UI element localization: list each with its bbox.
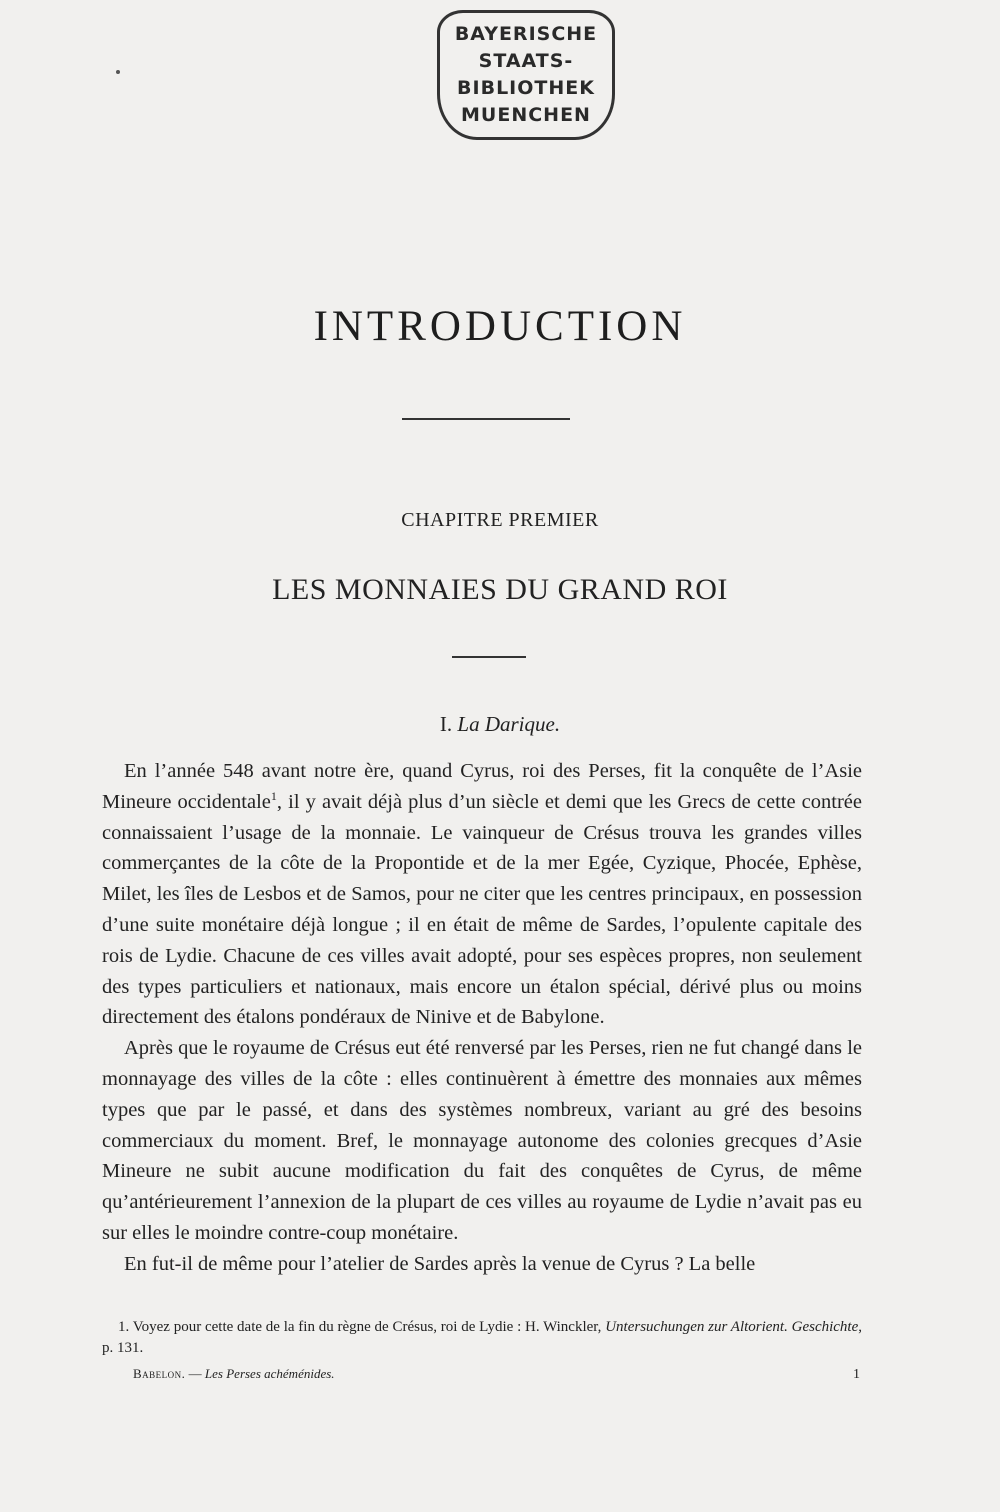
running-footer (133, 1366, 335, 1382)
title-divider (402, 418, 570, 420)
paragraph-1-part-b: , il y avait déjà plus d’un siècle et demi que les Grecs de cette contrée connaissaient l’usage de la monnaie. Le vainqueur de Crésus trouva les grandes villes commerçantes de la côte de la Propontide et de la mer Egée, Cyzique, Phocée, Ephèse, Milet, les îles de Lesbos et de Samos, pour ne citer que les centres principaux, en possession d’une suite monétaire déjà longue ; il en était de même de Sardes, l’opulente capitale des rois de Lydie. Chacune de ces villes avait adopté, pour ses espèces propres, non seulement des types particuliers et nationaux, mais encore un étalon spécial, dérivé plus ou moins directement des étalons pondéraux de Ninive et de Babylone. (102, 790, 862, 1029)
footnote (102, 1317, 862, 1359)
page-title: INTRODUCTION (313, 303, 687, 350)
library-stamp (437, 10, 615, 140)
section-title: La Darique. (457, 712, 561, 736)
footer-author: Babelon. (133, 1366, 186, 1381)
stamp-line-4: MUENCHEN (461, 104, 591, 126)
footnote-text: 1. Voyez pour cette date de la fin du règne de Crésus, roi de Lydie : H. Winckler, (118, 1319, 606, 1335)
footer-work: Les Perses achéménides. (204, 1366, 335, 1381)
signature-mark: 1 (853, 1367, 860, 1382)
footnote-tail: , p. 131. (102, 1319, 863, 1356)
paragraph-3: En fut-il de même pour l’atelier de Sardes après la venue de Cyrus ? La belle (124, 1252, 756, 1275)
footnote-ref: 1 (270, 788, 277, 803)
stamp-line-2: STAATS- (478, 50, 574, 72)
section-number: I. (439, 712, 453, 736)
stamp-line-3: BIBLIOTHEK (457, 77, 595, 99)
paragraph-1 (102, 756, 862, 1033)
chapter-heading: CHAPITRE PREMIER (401, 509, 599, 531)
section-heading (0, 712, 1000, 737)
ink-speck (116, 70, 120, 74)
footnote-italic: Untersuchungen zur Altorient. Geschichte (605, 1319, 859, 1335)
footer-dash: — (185, 1366, 205, 1381)
chapter-title: LES MONNAIES DU GRAND ROI (272, 573, 728, 606)
paragraph-2: Après que le royaume de Crésus eut été renversé par les Perses, rien ne fut changé dans le monnayage des villes de la côte : elles continuèrent à émettre des monnaies aux mêmes types que par le passé, et dans des systèmes nombreux, variant au gré des besoins commerciaux du moment. Bref, le monnayage autonome des colonies grecques d’Asie Mineure ne subit aucune modification du fait des conquêtes de Cyrus, de même qu’antérieurement l’annexion de la plupart de ces villes au royaume de Lydie n’avait pas eu sur elles le moindre contre-coup monétaire. (102, 1037, 862, 1244)
stamp-line-1: BAYERISCHE (454, 23, 598, 45)
body-text (102, 756, 862, 1280)
chapter-divider (452, 656, 526, 658)
paragraph-1-part-a: En l’année 548 avant notre ère, quand Cyrus, roi des Perses, fit la conquête de l’Asie Mineure occidentale (102, 760, 862, 813)
